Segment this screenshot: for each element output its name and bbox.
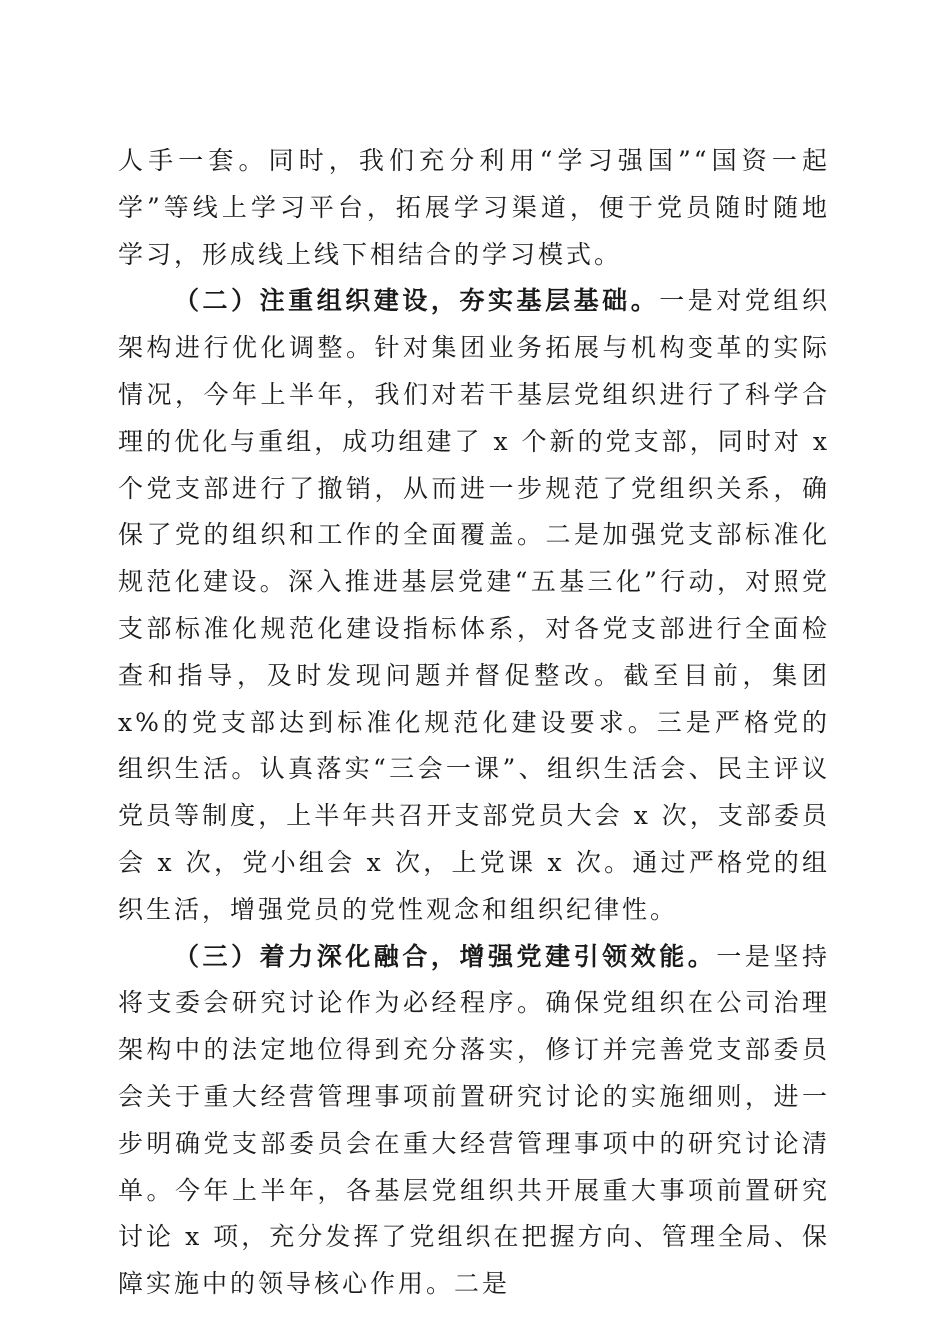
paragraph-text: 人手一套。同时，我们充分利用“学习强国”“国资一起学”等线上学习平台，拓展学习渠道，便于党员随时随地学习，形成线上线下相结合的学习模式。 <box>118 146 830 269</box>
section-heading: （二）注重组织建设，夯实基层基础。 <box>174 286 660 316</box>
paragraph-continuation <box>118 138 830 278</box>
paragraph-section-3 <box>118 934 830 1308</box>
section-heading: （三）着力深化融合，增强党建引领效能。 <box>174 941 717 971</box>
document-body <box>118 138 830 1308</box>
paragraph-text: 一是对党组织架构进行优化调整。针对集团业务拓展与机构变革的实际情况，今年上半年，我们对若干基层党组织进行了科学合理的优化与重组，成功组建了 x 个新的党支部，同时对 x 个党支部进行了撤销，从而进一步规范了党组织关系，确保了党的组织和工作的全面覆盖。二是加强党支部标准化规范化建设。深入推进基层党建“五基三化”行动，对照党支部标准化规范化建设指标体系，对各党支部进行全面检查和指导，及时发现问题并督促整改。截至目前，集团 x%的党支部达到标准化规范化建设要求。三是严格党的组织生活。认真落实“三会一课”、组织生活会、民主评议党员等制度，上半年共召开支部党员大会 x 次，支部委员会 x 次，党小组会 x 次，上党课 x 次。通过严格党的组织生活，增强党员的党性观念和组织纪律性。 <box>118 286 830 924</box>
paragraph-text: 一是坚持将支委会研究讨论作为必经程序。确保党组织在公司治理架构中的法定地位得到充分落实，修订并完善党支部委员会关于重大经营管理事项前置研究讨论的实施细则，进一步明确党支部委员会在重大经营管理事项中的研究讨论清单。今年上半年，各基层党组织共开展重大事项前置研究讨论 x 项，充分发挥了党组织在把握方向、管理全局、保障实施中的领导核心作用。二是 <box>118 941 830 1299</box>
paragraph-section-2 <box>118 278 830 933</box>
